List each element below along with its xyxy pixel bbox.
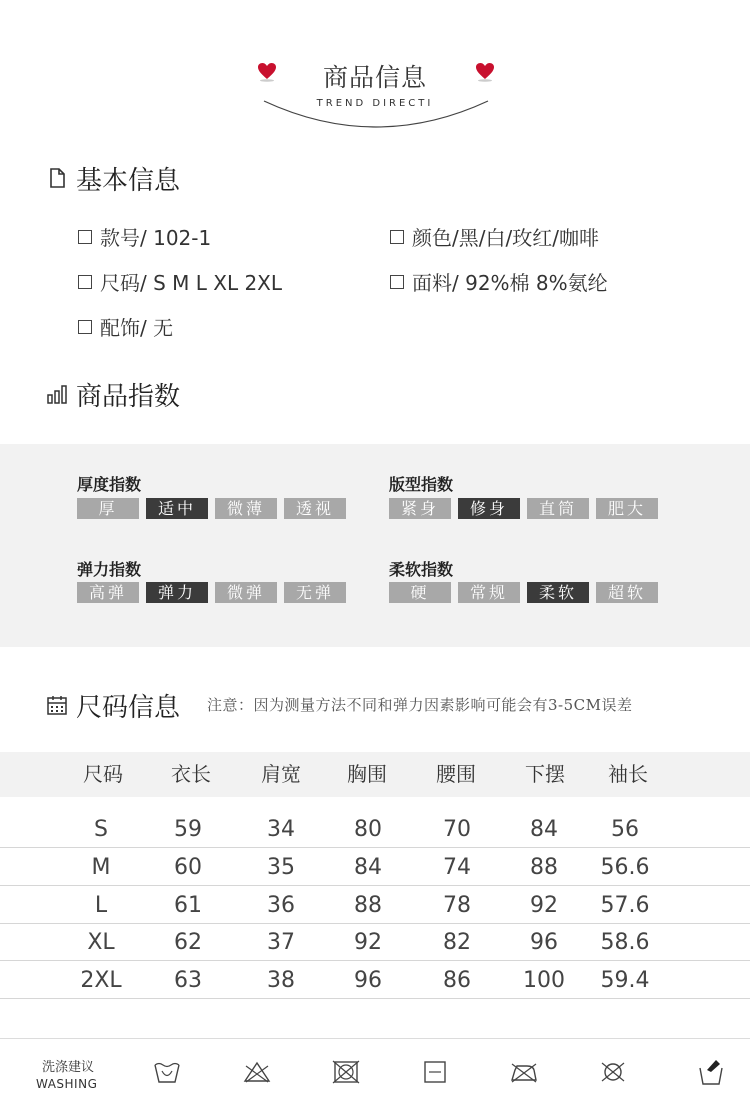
section-title: 基本信息: [76, 165, 181, 196]
no-tumble-dry-icon: [331, 1058, 361, 1086]
basic-info-heading: [46, 160, 180, 196]
index-row-elasticity: [77, 582, 346, 603]
table-cell: 92: [354, 930, 382, 955]
no-dry-clean-icon: [598, 1058, 628, 1086]
table-cell: 88: [354, 893, 382, 918]
info-item-accessory: [78, 312, 173, 341]
table-cell: 84: [354, 855, 382, 880]
index-option: 直筒: [527, 498, 589, 519]
size-table-header: [0, 752, 750, 797]
index-option: 肥大: [596, 498, 658, 519]
page-subtitle: TREND DIRECTI: [316, 98, 434, 109]
info-item-color: [390, 222, 599, 251]
info-item-size: [78, 267, 282, 296]
info-text: 款号/ 102-1: [100, 226, 212, 250]
checkbox-icon: [78, 275, 92, 289]
index-option-selected: 适中: [146, 498, 208, 519]
index-option: 常规: [458, 582, 520, 603]
index-option-selected: 柔软: [527, 582, 589, 603]
info-item-fabric: [390, 267, 608, 296]
table-cell: 58.6: [600, 930, 650, 955]
table-cell: 100: [523, 968, 565, 993]
column-header: 肩宽: [261, 762, 301, 786]
info-text: 尺码/ S M L XL 2XL: [100, 271, 283, 295]
index-row-fit: [389, 498, 658, 519]
section-title: 商品指数: [76, 381, 181, 412]
page-title: 商品信息: [322, 63, 427, 92]
checkbox-icon: [390, 275, 404, 289]
index-label-softness: 柔软指数: [389, 560, 454, 579]
index-option: 透视: [284, 498, 346, 519]
info-text: 面料/ 92%棉 8%氨纶: [412, 271, 608, 295]
table-cell: 36: [267, 893, 295, 918]
table-cell: M: [91, 855, 111, 880]
checkbox-icon: [78, 320, 92, 334]
table-cell: 60: [174, 855, 202, 880]
table-cell: 92: [530, 893, 558, 918]
index-option: 高弹: [77, 582, 139, 603]
index-option-selected: 修身: [458, 498, 520, 519]
table-cell: 88: [530, 855, 558, 880]
index-row-thickness: [77, 498, 346, 519]
table-cell: XL: [87, 930, 115, 955]
table-cell: 56.6: [600, 855, 650, 880]
calendar-icon: [46, 694, 68, 716]
index-label-elasticity: 弹力指数: [77, 560, 142, 579]
washing-title-en: WASHING: [36, 1077, 98, 1091]
index-label-fit: 版型指数: [389, 475, 454, 494]
hang-dry-icon: [696, 1058, 726, 1086]
index-option: 无弹: [284, 582, 346, 603]
table-cell: 61: [174, 893, 202, 918]
table-row: [0, 848, 750, 886]
divider: [0, 1038, 750, 1039]
table-cell: 62: [174, 930, 202, 955]
table-row: [0, 810, 750, 848]
table-cell: 37: [267, 930, 295, 955]
decorative-arc: [262, 95, 490, 135]
table-cell: 86: [443, 968, 471, 993]
index-option: 微弹: [215, 582, 277, 603]
table-row: [0, 886, 750, 924]
index-option: 硬: [389, 582, 451, 603]
table-cell: 35: [267, 855, 295, 880]
table-cell: 59: [174, 817, 202, 842]
table-cell: 74: [443, 855, 471, 880]
index-option-selected: 弹力: [146, 582, 208, 603]
table-row: [0, 923, 750, 961]
info-text: 配饰/ 无: [100, 316, 174, 340]
index-option: 超软: [596, 582, 658, 603]
measurement-note: 注意：因为测量方法不同和弹力因素影响可能会有3-5CM误差: [207, 696, 633, 714]
column-header: 尺码: [83, 762, 123, 786]
index-option: 厚: [77, 498, 139, 519]
no-iron-icon: [509, 1058, 539, 1086]
document-icon: [46, 167, 68, 189]
checkbox-icon: [78, 230, 92, 244]
table-cell: 70: [443, 817, 471, 842]
bar-chart-icon: [46, 383, 68, 405]
flat-dry-icon: [420, 1058, 450, 1086]
table-cell: 80: [354, 817, 382, 842]
column-header: 胸围: [347, 762, 387, 786]
table-cell: 56: [611, 817, 639, 842]
table-cell: 38: [267, 968, 295, 993]
table-cell: 96: [354, 968, 382, 993]
table-row: [0, 961, 750, 999]
section-title: 尺码信息: [76, 692, 181, 723]
index-label-thickness: 厚度指数: [77, 475, 142, 494]
no-bleach-icon: [242, 1058, 272, 1086]
hand-wash-icon: [152, 1058, 182, 1086]
index-option: 紧身: [389, 498, 451, 519]
column-header: 衣长: [171, 762, 211, 786]
table-cell: S: [94, 817, 108, 842]
table-cell: 84: [530, 817, 558, 842]
table-cell: 59.4: [600, 968, 650, 993]
table-cell: L: [94, 893, 108, 918]
table-cell: 96: [530, 930, 558, 955]
checkbox-icon: [390, 230, 404, 244]
table-cell: 82: [443, 930, 471, 955]
washing-title-cn: 洗涤建议: [42, 1060, 95, 1075]
table-cell: 63: [174, 968, 202, 993]
info-item-style-no: [78, 222, 211, 251]
table-cell: 78: [443, 893, 471, 918]
column-header: 下摆: [525, 762, 565, 786]
info-text: 颜色/黑/白/玫红/咖啡: [412, 226, 599, 250]
table-cell: 34: [267, 817, 295, 842]
table-cell: 2XL: [80, 968, 122, 993]
index-option: 微薄: [215, 498, 277, 519]
product-index-heading: [46, 376, 180, 412]
column-header: 袖长: [608, 762, 648, 786]
column-header: 腰围: [436, 762, 476, 786]
table-cell: 57.6: [600, 893, 650, 918]
index-row-softness: [389, 582, 658, 603]
size-info-heading: [46, 687, 180, 723]
